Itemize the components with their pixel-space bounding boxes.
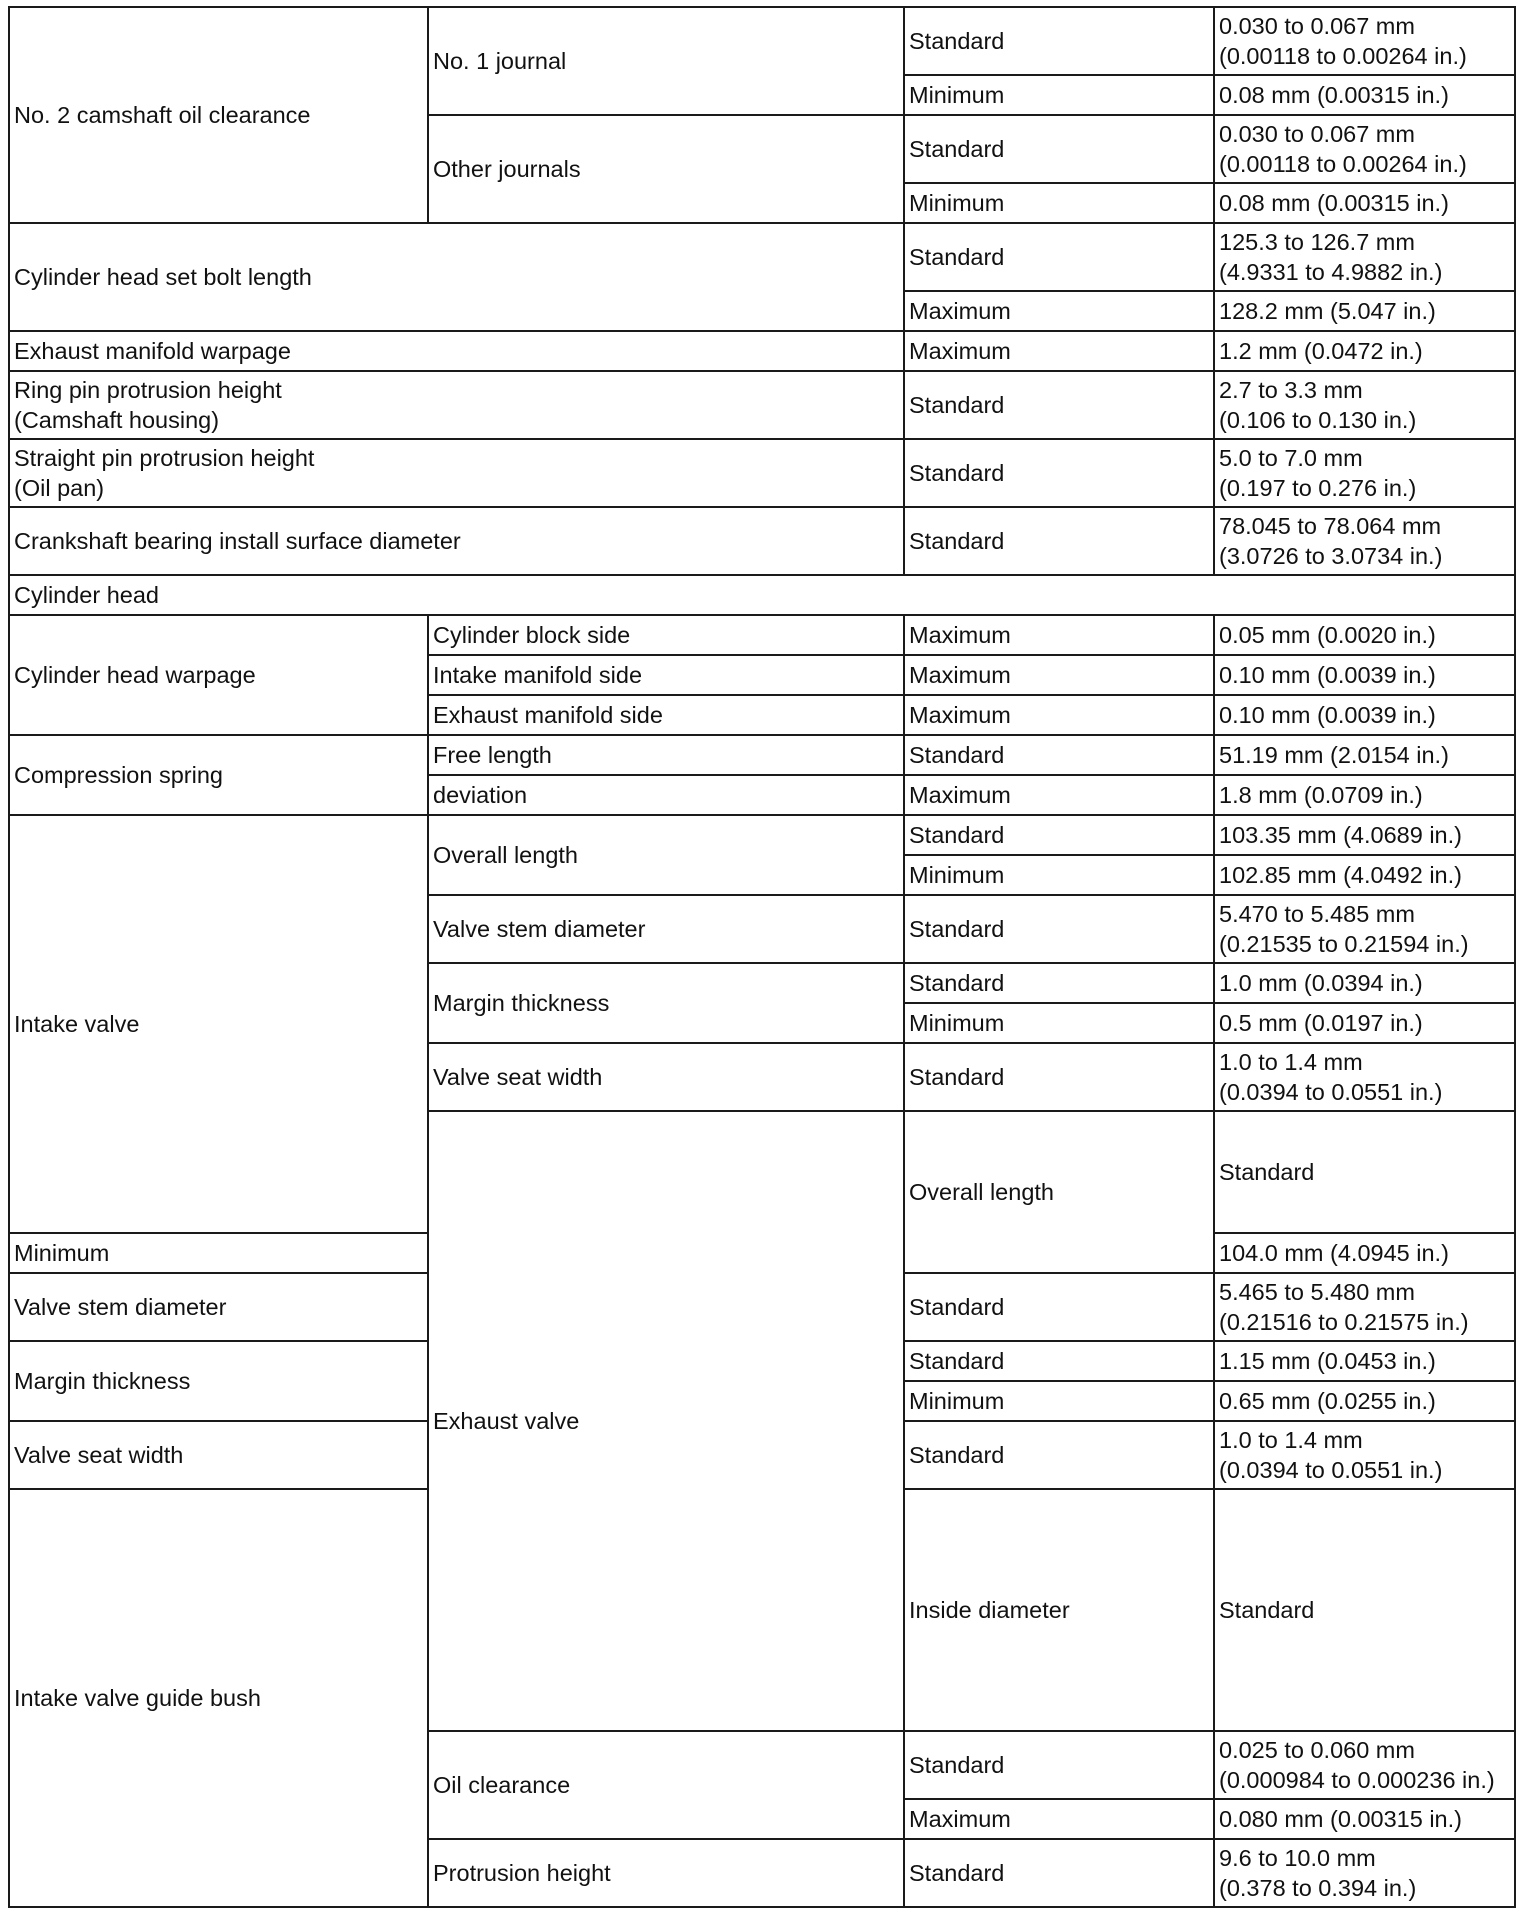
sub-item-cell: Margin thickness <box>428 963 904 1043</box>
spec-type-cell: Minimum <box>9 1233 428 1273</box>
spec-type-cell: Standard <box>904 115 1214 183</box>
spec-value-cell: 5.465 to 5.480 mm (0.21516 to 0.21575 in.) <box>1214 1273 1515 1341</box>
table-row <box>9 371 1515 439</box>
sub-item-cell: Exhaust manifold side <box>428 695 904 735</box>
sub-item-cell: Margin thickness <box>9 1341 428 1421</box>
spec-value-cell: 0.025 to 0.060 mm (0.000984 to 0.000236 in.) <box>1214 1731 1515 1799</box>
spec-value-cell: 78.045 to 78.064 mm (3.0726 to 3.0734 in.) <box>1214 507 1515 575</box>
spec-type-cell: Maximum <box>904 775 1214 815</box>
spec-value-cell: 104.0 mm (4.0945 in.) <box>1214 1233 1515 1273</box>
spec-type-cell: Maximum <box>904 655 1214 695</box>
spec-value-cell: 0.05 mm (0.0020 in.) <box>1214 615 1515 655</box>
spec-type-cell: Standard <box>904 1421 1214 1489</box>
spec-type-cell: Minimum <box>904 183 1214 223</box>
spec-type-cell: Standard <box>1214 1489 1515 1731</box>
table-row <box>9 223 1515 291</box>
spec-type-cell: Standard <box>904 1839 1214 1907</box>
sub-item-cell: Valve seat width <box>9 1421 428 1489</box>
table-row <box>9 331 1515 371</box>
spec-type-cell: Maximum <box>904 291 1214 331</box>
spec-type-cell: Standard <box>904 371 1214 439</box>
spec-type-cell: Standard <box>904 223 1214 291</box>
spec-value-cell: 0.030 to 0.067 mm (0.00118 to 0.00264 in.) <box>1214 115 1515 183</box>
spec-type-cell: Standard <box>904 815 1214 855</box>
spec-type-cell: Standard <box>904 7 1214 75</box>
spec-value-cell: 5.470 to 5.485 mm (0.21535 to 0.21594 in.) <box>1214 895 1515 963</box>
spec-value-cell: 0.65 mm (0.0255 in.) <box>1214 1381 1515 1421</box>
sub-item-cell: Valve seat width <box>428 1043 904 1111</box>
item-cell: Crankshaft bearing install surface diameter <box>9 507 904 575</box>
spec-value-cell: 0.030 to 0.067 mm (0.00118 to 0.00264 in.) <box>1214 7 1515 75</box>
spec-type-cell: Standard <box>904 507 1214 575</box>
item-cell: Compression spring <box>9 735 428 815</box>
sub-item-cell: Overall length <box>428 815 904 895</box>
sub-item-cell: Intake manifold side <box>428 655 904 695</box>
spec-type-cell: Minimum <box>904 75 1214 115</box>
spec-value-cell: 0.10 mm (0.0039 in.) <box>1214 695 1515 735</box>
specification-table <box>8 6 1516 1908</box>
spec-value-cell: 102.85 mm (4.0492 in.) <box>1214 855 1515 895</box>
spec-type-cell: Minimum <box>904 855 1214 895</box>
spec-value-cell: 1.8 mm (0.0709 in.) <box>1214 775 1515 815</box>
spec-value-cell: 1.0 to 1.4 mm (0.0394 to 0.0551 in.) <box>1214 1421 1515 1489</box>
spec-value-cell: 2.7 to 3.3 mm (0.106 to 0.130 in.) <box>1214 371 1515 439</box>
table-row <box>9 7 1515 75</box>
spec-value-cell: 0.10 mm (0.0039 in.) <box>1214 655 1515 695</box>
spec-value-cell: 103.35 mm (4.0689 in.) <box>1214 815 1515 855</box>
spec-value-cell: 1.0 to 1.4 mm (0.0394 to 0.0551 in.) <box>1214 1043 1515 1111</box>
spec-type-cell: Standard <box>904 963 1214 1003</box>
spec-value-cell: 125.3 to 126.7 mm (4.9331 to 4.9882 in.) <box>1214 223 1515 291</box>
spec-type-cell: Standard <box>904 439 1214 507</box>
table-row <box>9 439 1515 507</box>
section-heading: Cylinder head <box>9 575 1515 615</box>
item-cell: Ring pin protrusion height (Camshaft housing) <box>9 371 904 439</box>
item-cell: Cylinder head warpage <box>9 615 428 735</box>
sub-item-cell: deviation <box>428 775 904 815</box>
spec-value-cell: 128.2 mm (5.047 in.) <box>1214 291 1515 331</box>
spec-value-cell: 51.19 mm (2.0154 in.) <box>1214 735 1515 775</box>
sub-item-cell: Protrusion height <box>428 1839 904 1907</box>
spec-type-cell: Maximum <box>904 1799 1214 1839</box>
sub-item-cell: Valve stem diameter <box>428 895 904 963</box>
table-row <box>9 615 1515 655</box>
item-cell: Exhaust valve <box>428 1111 904 1731</box>
sub-item-cell: Other journals <box>428 115 904 223</box>
spec-type-cell: Standard <box>904 1043 1214 1111</box>
spec-type-cell: Standard <box>904 735 1214 775</box>
sub-item-cell: No. 1 journal <box>428 7 904 115</box>
spec-type-cell: Standard <box>904 895 1214 963</box>
item-cell: Intake valve guide bush <box>9 1489 428 1907</box>
section-row <box>9 575 1515 615</box>
sub-item-cell: Overall length <box>904 1111 1214 1273</box>
spec-value-cell: 5.0 to 7.0 mm (0.197 to 0.276 in.) <box>1214 439 1515 507</box>
spec-value-cell: 9.6 to 10.0 mm (0.378 to 0.394 in.) <box>1214 1839 1515 1907</box>
item-cell: Straight pin protrusion height (Oil pan) <box>9 439 904 507</box>
sub-item-cell: Valve stem diameter <box>9 1273 428 1341</box>
spec-type-cell: Maximum <box>904 331 1214 371</box>
sub-item-cell: Cylinder block side <box>428 615 904 655</box>
table-row <box>9 815 1515 855</box>
spec-value-cell: 0.5 mm (0.0197 in.) <box>1214 1003 1515 1043</box>
table-row <box>9 507 1515 575</box>
item-cell: Cylinder head set bolt length <box>9 223 904 331</box>
spec-value-cell: 1.0 mm (0.0394 in.) <box>1214 963 1515 1003</box>
item-cell: No. 2 camshaft oil clearance <box>9 7 428 223</box>
spec-type-cell: Standard <box>904 1731 1214 1799</box>
sub-item-cell: Inside diameter <box>904 1489 1214 1731</box>
spec-value-cell: 1.15 mm (0.0453 in.) <box>1214 1341 1515 1381</box>
item-cell: Exhaust manifold warpage <box>9 331 904 371</box>
item-cell: Intake valve <box>9 815 428 1233</box>
sub-item-cell: Free length <box>428 735 904 775</box>
spec-type-cell: Standard <box>1214 1111 1515 1233</box>
spec-type-cell: Minimum <box>904 1381 1214 1421</box>
sub-item-cell: Oil clearance <box>428 1731 904 1839</box>
spec-value-cell: 0.08 mm (0.00315 in.) <box>1214 183 1515 223</box>
spec-type-cell: Standard <box>904 1273 1214 1341</box>
spec-type-cell: Maximum <box>904 695 1214 735</box>
table-row <box>9 735 1515 775</box>
spec-type-cell: Maximum <box>904 615 1214 655</box>
spec-value-cell: 1.2 mm (0.0472 in.) <box>1214 331 1515 371</box>
spec-type-cell: Standard <box>904 1341 1214 1381</box>
spec-type-cell: Minimum <box>904 1003 1214 1043</box>
spec-value-cell: 0.08 mm (0.00315 in.) <box>1214 75 1515 115</box>
spec-value-cell: 0.080 mm (0.00315 in.) <box>1214 1799 1515 1839</box>
